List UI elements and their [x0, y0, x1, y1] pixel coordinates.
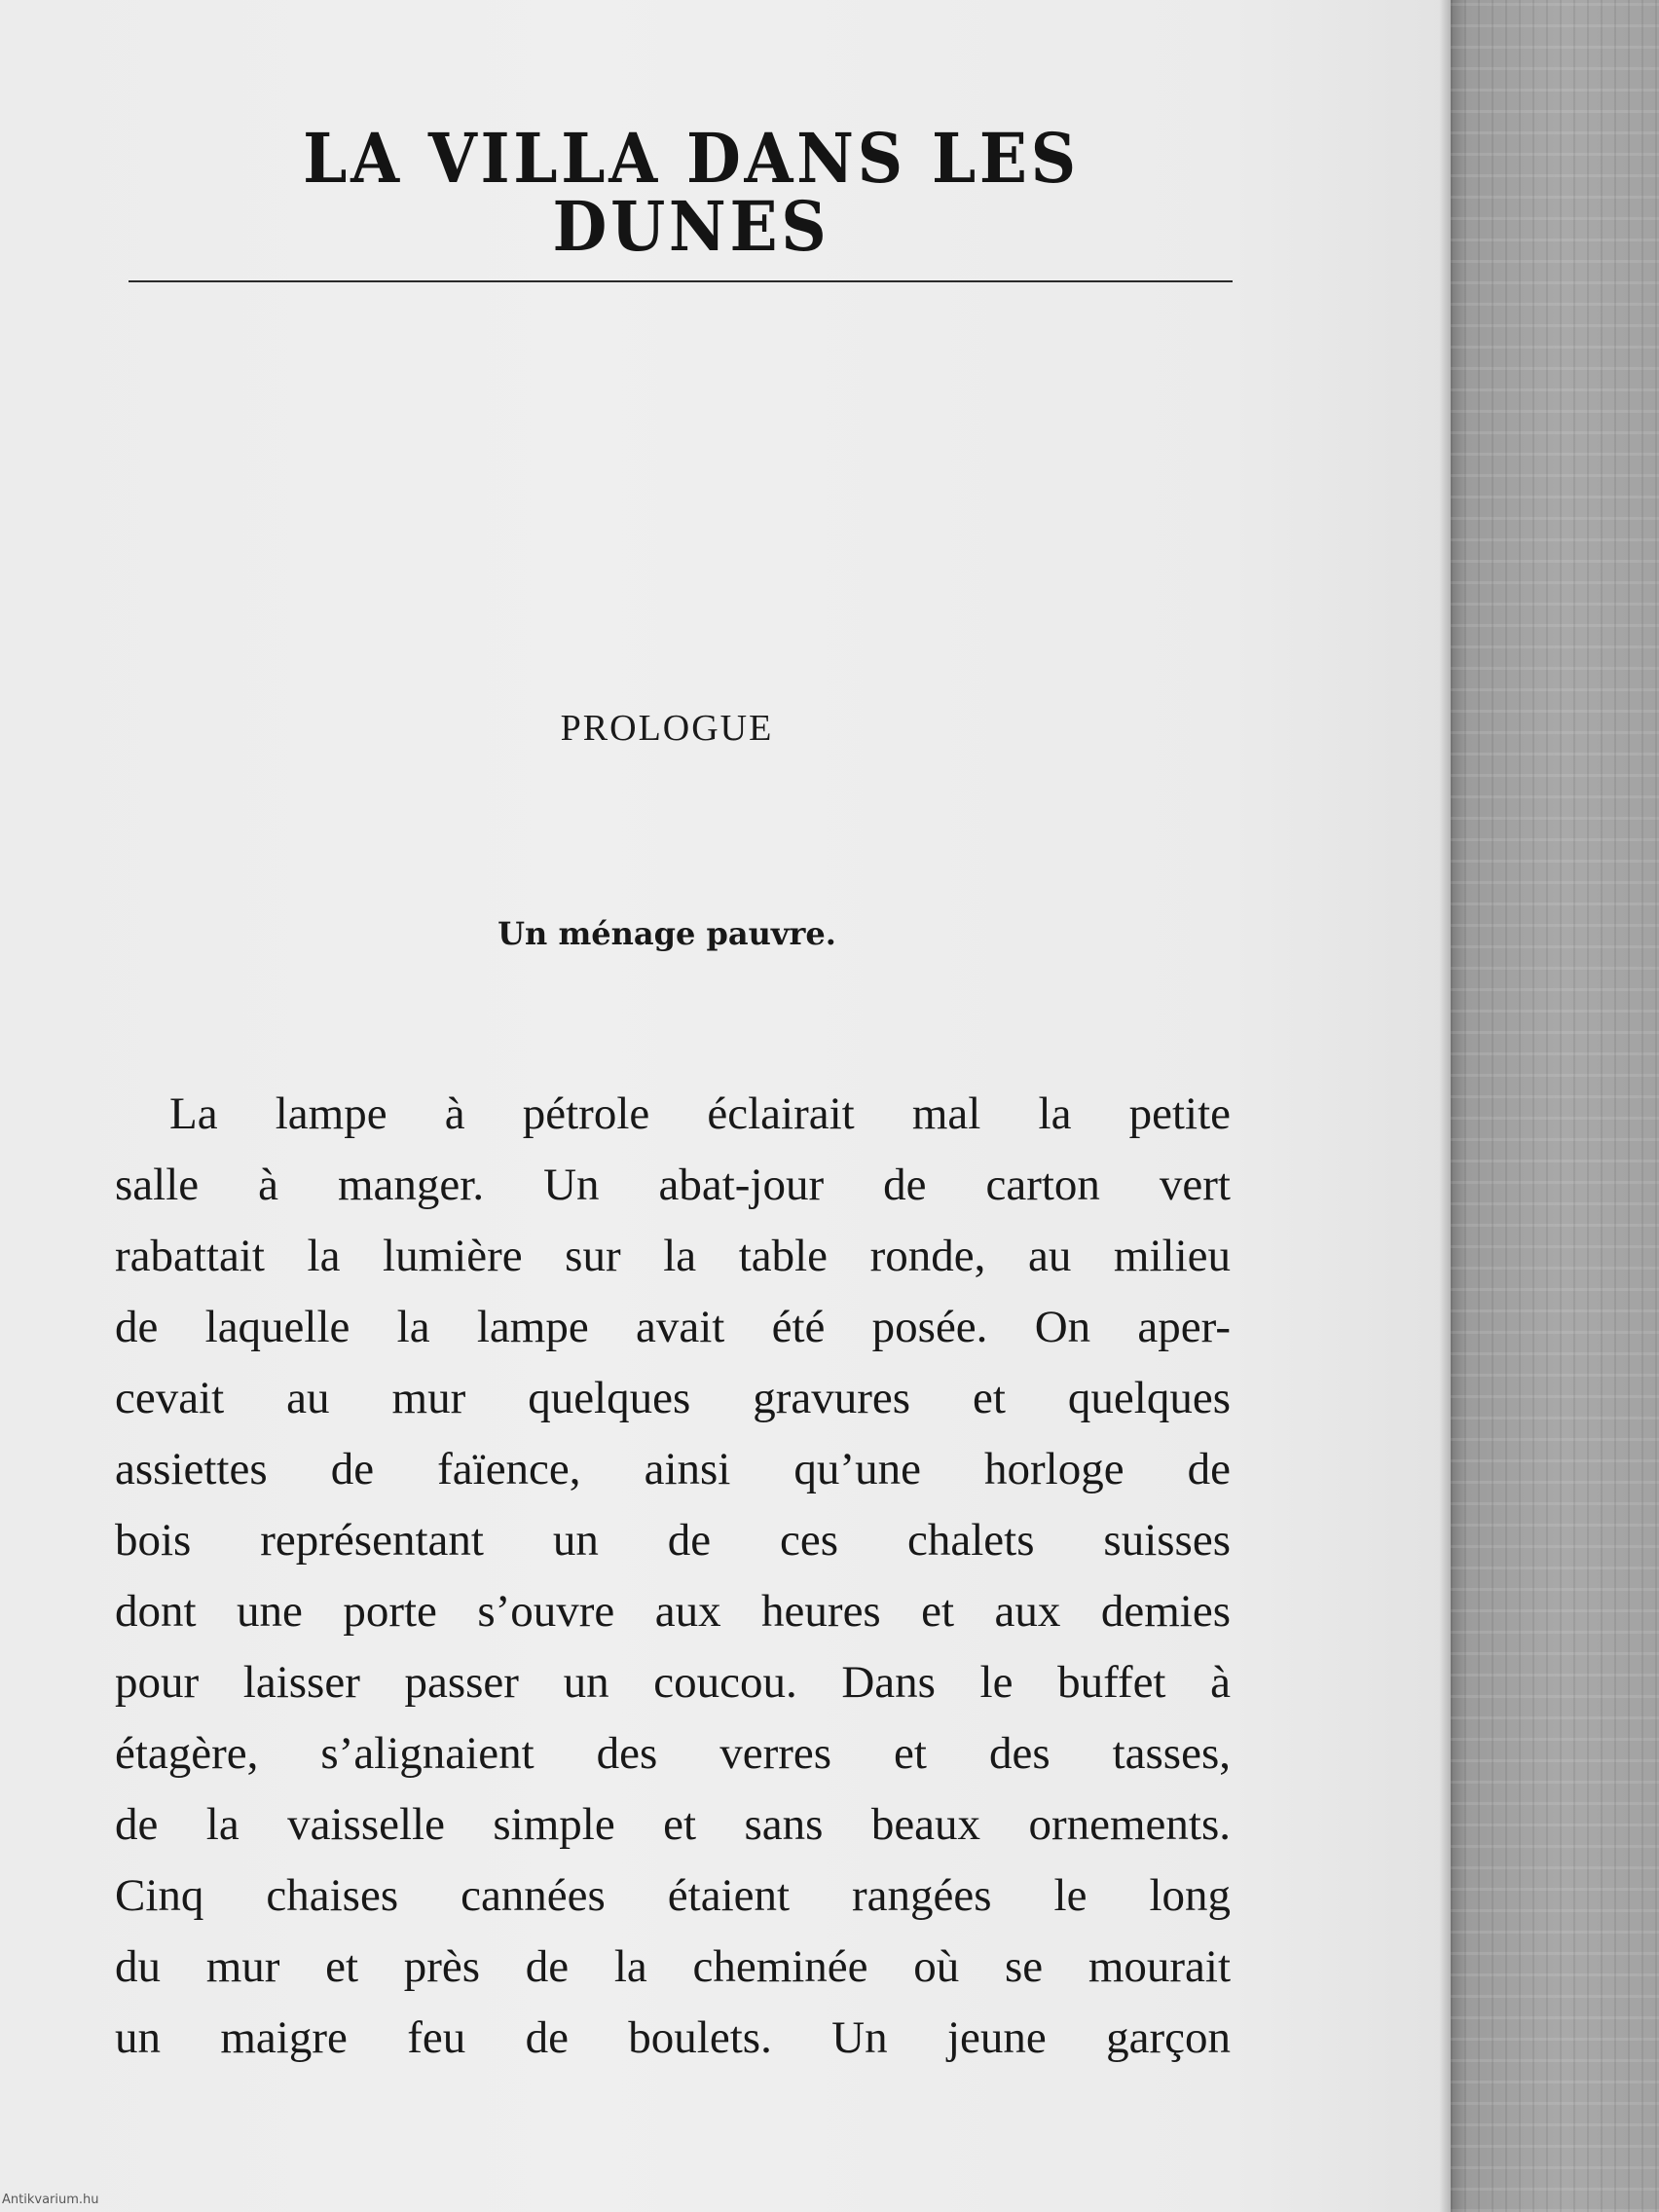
text-line: de la vaisselle simple et sans beaux ornements. — [115, 1799, 1231, 1850]
text-line: bois représentant un de ces chalets suisses — [115, 1515, 1231, 1566]
body-text — [115, 1079, 1231, 2074]
text-line: du mur et près de la cheminée où se mourait — [115, 1941, 1231, 1992]
section-heading: PROLOGUE — [560, 708, 774, 749]
text-line: Cinq chaises cannées étaient rangées le long — [115, 1870, 1231, 1921]
text-line: étagère, s’alignaient des verres et des tasses, — [115, 1728, 1231, 1779]
text-line: salle à manger. Un abat-jour de carton vert — [115, 1160, 1231, 1210]
book-spine — [1451, 0, 1659, 2212]
text-line: dont une porte s’ouvre aux heures et aux demies — [115, 1586, 1231, 1637]
text-line: pour laisser passer un coucou. Dans le buffet à — [115, 1657, 1231, 1708]
chapter-title: Un ménage pauvre. — [498, 915, 836, 952]
book-title: LA VILLA DANS LES DUNES — [303, 118, 1080, 267]
text-line: rabattait la lumière sur la table ronde, au milieu — [115, 1231, 1231, 1281]
text-line: un maigre feu de boulets. Un jeune garçon — [115, 2012, 1231, 2063]
text-line: de laquelle la lampe avait été posée. On aper- — [115, 1302, 1231, 1352]
text-line: cevait au mur quelques gravures et quelques — [115, 1373, 1231, 1423]
text-line: La lampe à pétrole éclairait mal la petite — [169, 1088, 1231, 1139]
watermark-text: Antikvarium.hu — [2, 2193, 99, 2207]
text-line: assiettes de faïence, ainsi qu’une horloge de — [115, 1444, 1231, 1494]
title-rule — [129, 280, 1233, 282]
